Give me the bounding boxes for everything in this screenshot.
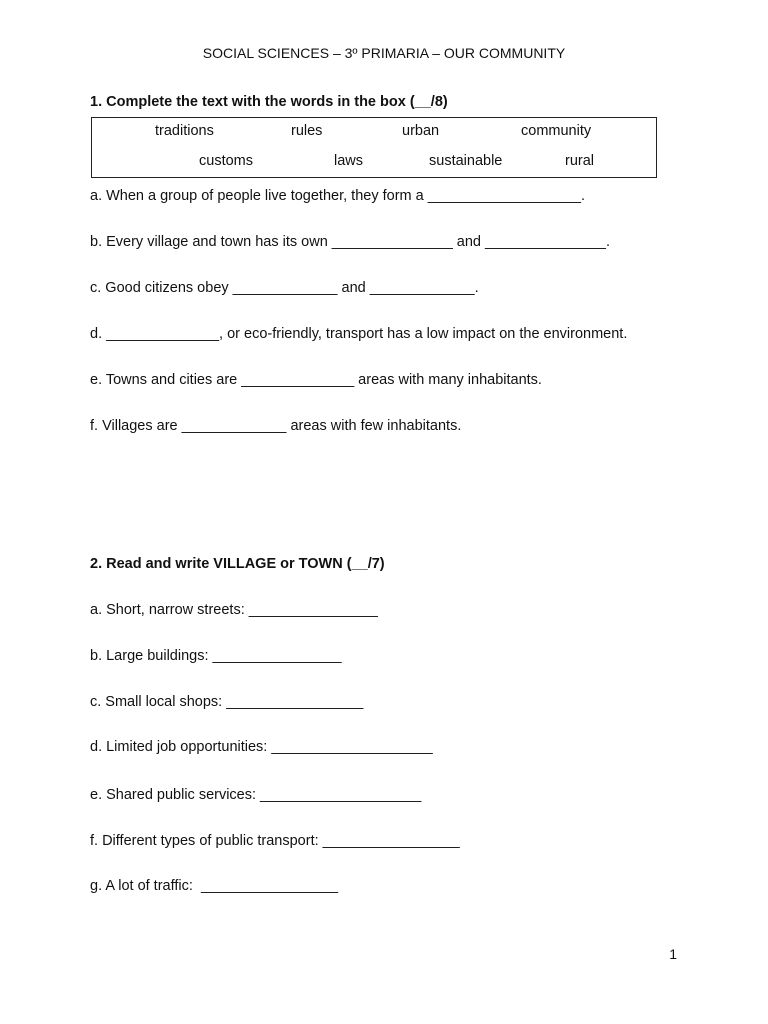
question-2b: b. Large buildings: ________________ <box>90 648 342 664</box>
question-1a: a. When a group of people live together, they form a ___________________. <box>90 188 585 204</box>
word-box-item: customs <box>199 153 253 169</box>
question-1f: f. Villages are _____________ areas with few inhabitants. <box>90 418 462 434</box>
question-1c: c. Good citizens obey _____________ and _____________. <box>90 280 479 296</box>
section-1-heading: 1. Complete the text with the words in the box (__/8) <box>90 94 448 110</box>
section-2-heading: 2. Read and write VILLAGE or TOWN (__/7) <box>90 556 385 572</box>
question-2d: d. Limited job opportunities: ____________________ <box>90 739 433 755</box>
question-2a: a. Short, narrow streets: ________________ <box>90 602 378 618</box>
question-2f: f. Different types of public transport: _________________ <box>90 833 460 849</box>
word-box-item: traditions <box>155 123 214 139</box>
question-1d: d. ______________, or eco-friendly, transport has a low impact on the environment. <box>90 326 628 342</box>
page-number: 1 <box>669 946 677 962</box>
word-box-item: laws <box>334 153 364 169</box>
word-box-item: rural <box>565 153 595 169</box>
question-1b: b. Every village and town has its own _______________ and _______________. <box>90 234 610 250</box>
question-2e: e. Shared public services: ____________________ <box>90 787 422 803</box>
question-2g: g. A lot of traffic: _________________ <box>90 878 339 894</box>
word-box <box>91 117 657 178</box>
word-box-item: sustainable <box>429 153 503 169</box>
word-box-item: community <box>521 123 592 139</box>
page-header: SOCIAL SCIENCES – 3º PRIMARIA – OUR COMMUNITY <box>202 45 566 61</box>
word-box-item: rules <box>291 123 323 139</box>
question-2c: c. Small local shops: _________________ <box>90 694 364 710</box>
question-1e: e. Towns and cities are ______________ areas with many inhabitants. <box>90 372 542 388</box>
word-box-item: urban <box>402 123 440 139</box>
